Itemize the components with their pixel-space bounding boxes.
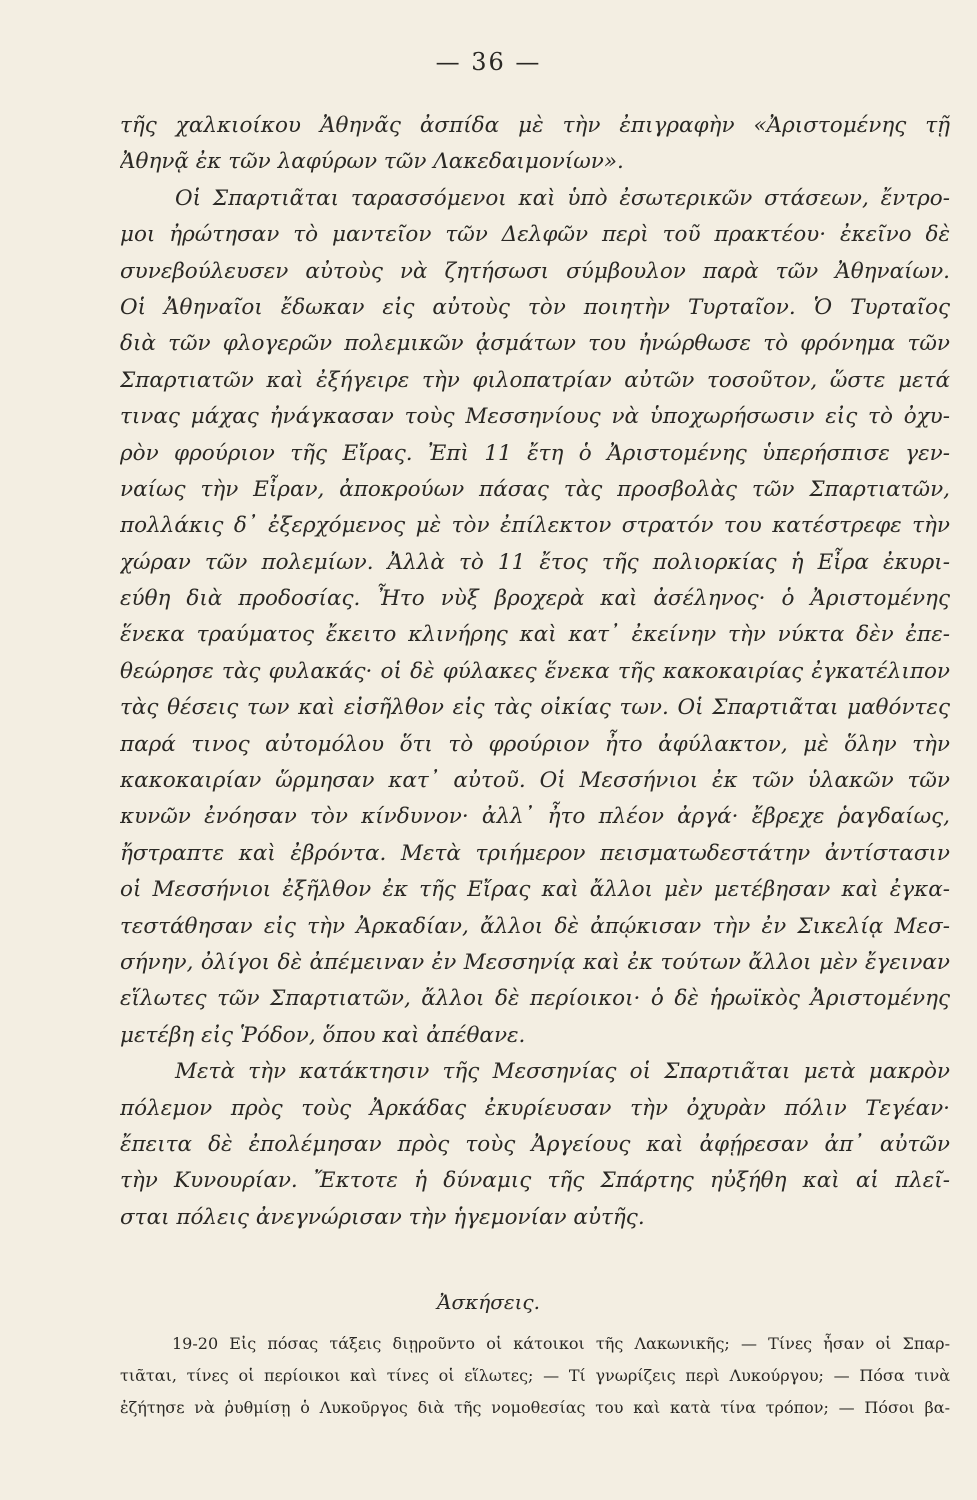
text-line: Ἀθηνᾷ ἐκ τῶν λαφύρων τῶν Λακεδαιμονίων». — [120, 149, 624, 175]
text-line: ἔπειτα δὲ ἐπολέμησαν πρὸς τοὺς Ἀργείους καὶ ἀφῄρεσαν ἀπ᾿ αὐτῶν — [120, 1131, 950, 1157]
text-line: διὰ τῶν φλογερῶν πολεμικῶν ᾀσμάτων του ἠνώρθωσε τὸ φρόνημα τῶν — [120, 331, 950, 357]
text-line: τὴν Κυνουρίαν. Ἔκτοτε ἡ δύναμις τῆς Σπάρτης ηὐξήθη καὶ αἱ πλεῖ- — [120, 1168, 950, 1194]
exercise-line: ἐζήτησε νὰ ῥυθμίσῃ ὁ Λυκοῦργος διὰ τῆς νομοθεσίας του καὶ κατὰ τίνα τρόπον; — Πόσοι βα- — [120, 1398, 950, 1417]
text-line: Οἱ Ἀθηναῖοι ἔδωκαν εἰς αὐτοὺς τὸν ποιητὴν Τυρταῖον. Ὁ Τυρταῖος — [120, 294, 950, 320]
exercise-line: 19-20 Εἰς πόσας τάξεις διῃροῦντο οἱ κάτοικοι τῆς Λακωνικῆς; — Τίνες ἦσαν οἱ Σπαρ- — [172, 1334, 950, 1353]
text-line: τινας μάχας ἠνάγκασαν τοὺς Μεσσηνίους νὰ ὑποχωρήσωσιν εἰς τὸ ὀχυ- — [120, 404, 950, 430]
text-line: τεστάθησαν εἰς τὴν Ἀρκαδίαν, ἄλλοι δὲ ἀπῴκισαν τὴν ἐν Σικελίᾳ Μεσ- — [120, 913, 950, 939]
text-line: Μετὰ τὴν κατάκτησιν τῆς Μεσσηνίας οἱ Σπαρτιᾶται μετὰ μακρὸν — [175, 1059, 950, 1085]
text-line: σται πόλεις ἀνεγνώρισαν τὴν ἡγεμονίαν αὐτῆς. — [120, 1204, 645, 1230]
text-line: ἕνεκα τραύματος ἔκειτο κλινήρης καὶ κατ᾿ ἐκείνην τὴν νύκτα δὲν ἐπε- — [120, 622, 950, 648]
exercises-heading: Ἀσκήσεις. — [437, 1290, 540, 1314]
text-line: Σπαρτιατῶν καὶ ἐξήγειρε τὴν φιλοπατρίαν αὐτῶν τοσοῦτον, ὥστε μετά — [120, 367, 950, 393]
text-line: ναίως τὴν Εἶραν, ἀποκρούων πάσας τὰς προσβολὰς τῶν Σπαρτιατῶν, — [120, 476, 950, 502]
text-line: ρὸν φρούριον τῆς Εἴρας. Ἐπὶ 11 ἔτη ὁ Ἀριστομένης ὑπερήσπισε γεν- — [120, 440, 950, 466]
text-line: εύθη διὰ προδοσίας. Ἦτο νὺξ βροχερὰ καὶ ἀσέληνος· ὁ Ἀριστομένης — [120, 586, 950, 612]
text-line: Οἱ Σπαρτιᾶται ταρασσόμενοι καὶ ὑπὸ ἐσωτερικῶν στάσεων, ἔντρο- — [175, 185, 950, 211]
text-line: κακοκαιρίαν ὥρμησαν κατ᾿ αὐτοῦ. Οἱ Μεσσήνιοι ἐκ τῶν ὑλακῶν τῶν — [120, 768, 950, 794]
text-line: θεώρησε τὰς φυλακάς· οἱ δὲ φύλακες ἕνεκα τῆς κακοκαιρίας ἐγκατέλιπον — [120, 658, 950, 684]
text-line: σήνην, ὀλίγοι δὲ ἀπέμειναν ἐν Μεσσηνίᾳ καὶ ἐκ τούτων ἄλλοι μὲν ἔγειναν — [120, 949, 950, 975]
text-line: κυνῶν ἐνόησαν τὸν κίνδυνον· ἀλλ᾿ ἦτο πλέον ἀργά· ἔβρεχε ῥαγδαίως, — [120, 804, 950, 830]
body-text — [120, 108, 950, 1236]
text-line: ἤστραπτε καὶ ἐβρόντα. Μετὰ τριήμερον πεισματωδεστάτην ἀντίστασιν — [120, 840, 950, 866]
text-line: τὰς θέσεις των καὶ εἰσῆλθον εἰς τὰς οἰκίας των. Οἱ Σπαρτιᾶται μαθόντες — [120, 695, 950, 721]
text-line: συνεβούλευσεν αὐτοὺς νὰ ζητήσωσι σύμβουλον παρὰ τῶν Ἀθηναίων. — [120, 258, 950, 284]
text-line: χώραν τῶν πολεμίων. Ἀλλὰ τὸ 11 ἔτος τῆς πολιορκίας ἡ Εἶρα ἐκυρι- — [120, 549, 950, 575]
text-line: εἵλωτες τῶν Σπαρτιατῶν, ἄλλοι δὲ περίοικοι· ὁ δὲ ἡρωϊκὸς Ἀριστομένης — [120, 986, 950, 1012]
exercise-line: τιᾶται, τίνες οἱ περίοικοι καὶ τίνες οἱ εἵλωτες; — Τί γνωρίζεις περὶ Λυκούργου; — Πόσα τινὰ — [120, 1366, 950, 1385]
text-line: πόλεμον πρὸς τοὺς Ἀρκάδας ἐκυρίευσαν τὴν ὀχυρὰν πόλιν Τεγέαν· — [120, 1095, 950, 1121]
text-line: τῆς χαλκιοίκου Ἀθηνᾶς ἀσπίδα μὲ τὴν ἐπιγραφὴν «Ἀριστομένης τῇ — [120, 113, 950, 138]
text-line: μοι ἠρώτησαν τὸ μαντεῖον τῶν Δελφῶν περὶ τοῦ πρακτέου· ἐκεῖνο δὲ — [120, 222, 950, 248]
text-line: πολλάκις δ᾿ ἐξερχόμενος μὲ τὸν ἐπίλεκτον στρατόν του κατέστρεφε τὴν — [120, 513, 950, 539]
page-number: — 36 — — [435, 48, 542, 76]
text-line: μετέβη εἰς Ῥόδον, ὅπου καὶ ἀπέθανε. — [120, 1022, 526, 1048]
text-line: παρά τινος αὐτομόλου ὅτι τὸ φρούριον ἦτο ἀφύλακτον, μὲ ὅλην τὴν — [120, 731, 950, 757]
exercises-text — [120, 1328, 950, 1424]
text-line: οἱ Μεσσήνιοι ἐξῆλθον ἐκ τῆς Εἴρας καὶ ἄλλοι μὲν μετέβησαν καὶ ἐγκα- — [120, 877, 950, 903]
